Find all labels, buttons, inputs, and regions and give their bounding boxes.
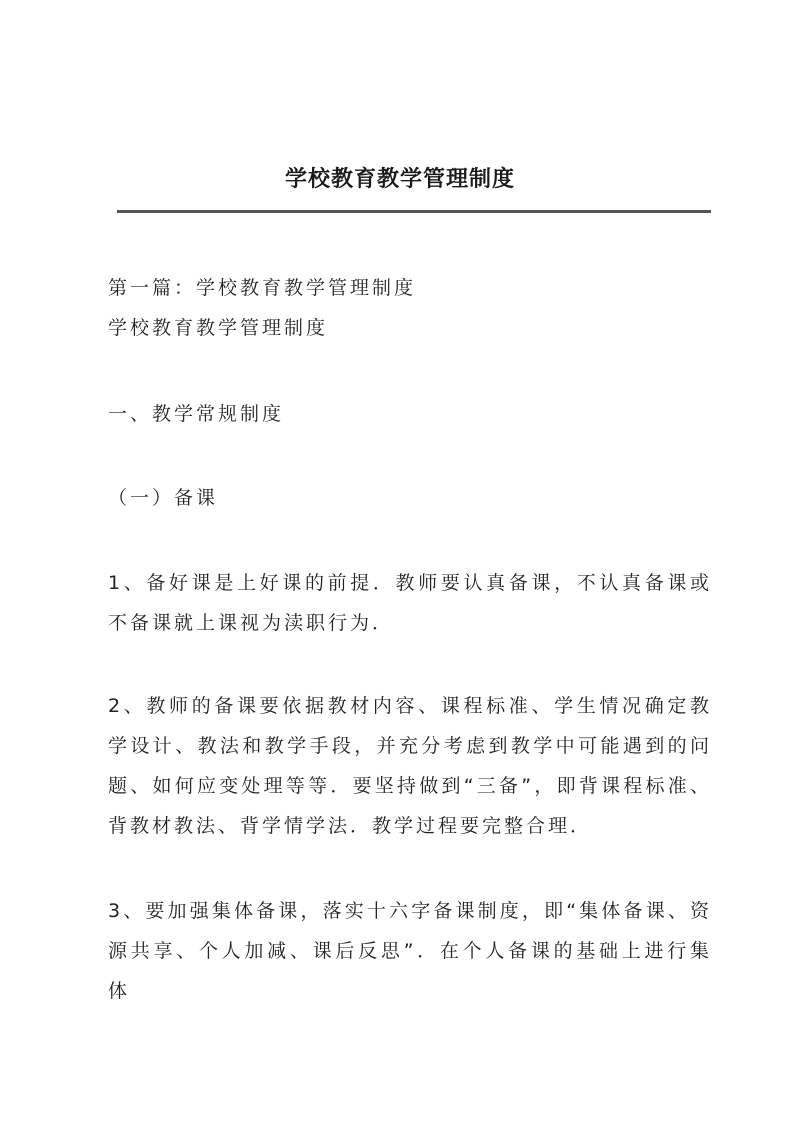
section-heading: 一、教学常规制度 <box>108 403 285 425</box>
document-subtitle: 学校教育教学管理制度 <box>108 317 329 339</box>
title-divider <box>117 210 711 213</box>
part-heading: 第一篇：学校教育教学管理制度 <box>108 277 417 299</box>
paragraph-1: 1、备好课是上好课的前提．教师要认真备课，不认真备课或不备课就上课视为渎职行为． <box>108 572 712 634</box>
subsection-heading: （一）备课 <box>108 487 219 509</box>
paragraph-2: 2、教师的备课要依据教材内容、课程标准、学生情况确定教学设计、教法和教学手段，并充分考虑到教学中可能遇到的问题、如何应变处理等等．要坚持做到“三备”，即背课程标准、背教材教法、背学情学法．教学过程要完整合理． <box>108 695 712 837</box>
paragraph-3: 3、要加强集体备课，落实十六字备课制度，即“集体备课、资源共享、个人加减、课后反思”．在个人备课的基础上进行集体 <box>108 900 712 1002</box>
heading-block <box>108 268 712 348</box>
document-title: 学校教育教学管理制度 <box>284 166 515 192</box>
